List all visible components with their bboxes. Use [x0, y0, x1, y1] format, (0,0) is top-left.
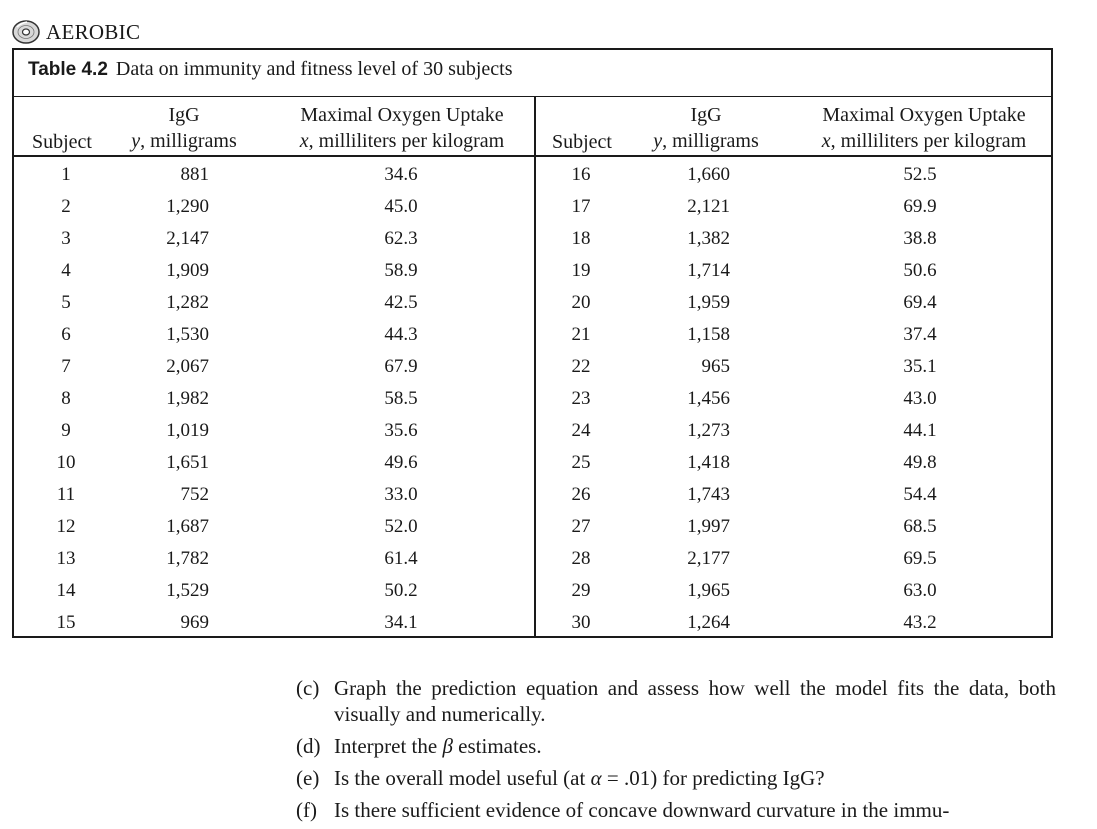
table-caption [28, 58, 513, 81]
vo2-cell: 69.5 [903, 548, 937, 569]
question-e: (e) Is the overall model useful (at α = .01) for predicting IgG? [296, 766, 825, 790]
data-table [12, 48, 1053, 638]
header-subject-right: Subject [552, 131, 612, 153]
vo2-cell: 43.0 [903, 388, 937, 409]
igg-cell: 2,177 [687, 548, 730, 569]
subject-cell: 14 [56, 580, 76, 601]
vo2-cell: 37.4 [903, 324, 937, 345]
vo2-cell: 34.1 [384, 612, 418, 633]
subject-cell: 1 [61, 164, 71, 185]
igg-cell: 1,273 [687, 420, 730, 441]
vo2-cell: 42.5 [384, 292, 418, 313]
exercise-questions [296, 675, 1056, 829]
subject-cell: 7 [61, 356, 71, 377]
subject-cell: 18 [571, 228, 591, 249]
igg-cell: 1,982 [166, 388, 209, 409]
table-row [14, 224, 1051, 256]
subject-cell: 15 [56, 612, 76, 633]
subject-cell: 30 [571, 612, 591, 633]
igg-cell: 1,530 [166, 324, 209, 345]
igg-cell: 1,529 [166, 580, 209, 601]
igg-cell: 1,418 [687, 452, 730, 473]
igg-cell: 1,997 [687, 516, 730, 537]
subject-cell: 25 [571, 452, 591, 473]
header-vo2-right: Maximal Oxygen Uptake x, milliliters per kilogram [821, 104, 1027, 152]
igg-cell: 881 [180, 164, 209, 185]
subject-cell: 21 [571, 324, 591, 345]
subject-cell: 4 [61, 260, 71, 281]
vo2-cell: 54.4 [903, 484, 937, 505]
table-row [14, 256, 1051, 288]
igg-cell: 1,965 [687, 580, 730, 601]
dataset-name: AEROBIC [46, 19, 141, 44]
igg-cell: 1,782 [166, 548, 209, 569]
table-row [14, 352, 1051, 384]
vo2-cell: 63.0 [903, 580, 937, 601]
subject-cell: 24 [571, 420, 591, 441]
igg-cell: 1,909 [166, 260, 209, 281]
question-d: (d) Interpret the β estimates. [296, 734, 542, 758]
subject-cell: 6 [61, 324, 71, 345]
header-subject-left: Subject [32, 131, 92, 153]
table-row [14, 384, 1051, 416]
table-caption-text: Data on immunity and fitness level of 30 subjects [115, 58, 513, 80]
table-row [14, 160, 1051, 192]
vo2-cell: 45.0 [384, 196, 418, 217]
cd-disc-icon [12, 20, 40, 44]
subject-cell: 5 [61, 292, 71, 313]
subject-cell: 11 [56, 484, 76, 505]
vo2-cell: 33.0 [384, 484, 418, 505]
subject-cell: 27 [571, 516, 591, 537]
table-row [14, 416, 1051, 448]
vo2-cell: 58.5 [384, 388, 418, 409]
table-row [14, 192, 1051, 224]
vo2-cell: 52.0 [384, 516, 418, 537]
header-igg-left: IgG y, milligrams [131, 104, 237, 152]
igg-cell: 1,714 [687, 260, 730, 281]
igg-cell: 1,456 [687, 388, 730, 409]
vo2-cell: 69.4 [903, 292, 937, 313]
vo2-cell: 49.8 [903, 452, 937, 473]
header-igg-right: IgG y, milligrams [653, 104, 759, 152]
subject-cell: 29 [571, 580, 591, 601]
dataset-header [12, 18, 140, 46]
subject-cell: 9 [61, 420, 71, 441]
subject-cell: 19 [571, 260, 591, 281]
subject-cell: 28 [571, 548, 591, 569]
subject-cell: 22 [571, 356, 591, 377]
vo2-cell: 44.1 [903, 420, 937, 441]
question-c: (c) Graph the prediction equation and assess how well the model fits the data, both visually and numerically. [296, 676, 1056, 726]
igg-cell: 1,651 [166, 452, 209, 473]
subject-cell: 17 [571, 196, 591, 217]
table-row [14, 480, 1051, 512]
igg-cell: 1,959 [687, 292, 730, 313]
table-label: Table 4.2 [28, 59, 108, 80]
table-row [14, 576, 1051, 608]
vo2-cell: 38.8 [903, 228, 937, 249]
subject-cell: 13 [56, 548, 76, 569]
subject-cell: 12 [56, 516, 76, 537]
vo2-cell: 67.9 [384, 356, 418, 377]
igg-cell: 1,264 [687, 612, 730, 633]
igg-cell: 969 [180, 612, 209, 633]
subject-cell: 8 [61, 388, 71, 409]
vo2-cell: 35.1 [903, 356, 937, 377]
subject-cell: 3 [61, 228, 71, 249]
vo2-cell: 44.3 [384, 324, 418, 345]
vo2-cell: 43.2 [903, 612, 937, 633]
igg-cell: 1,743 [687, 484, 730, 505]
vo2-cell: 50.2 [384, 580, 418, 601]
question-f: (f) Is there sufficient evidence of concave downward curvature in the immu- [296, 798, 950, 822]
vo2-cell: 62.3 [384, 228, 418, 249]
igg-cell: 1,687 [166, 516, 209, 537]
vo2-cell: 68.5 [903, 516, 937, 537]
table-row [14, 544, 1051, 576]
vo2-cell: 61.4 [384, 548, 418, 569]
subject-cell: 23 [571, 388, 591, 409]
igg-cell: 2,067 [166, 356, 209, 377]
header-divider [14, 155, 1051, 157]
subject-cell: 16 [571, 164, 591, 185]
vo2-cell: 69.9 [903, 196, 937, 217]
subject-cell: 10 [56, 452, 76, 473]
table-row [14, 288, 1051, 320]
vo2-cell: 35.6 [384, 420, 418, 441]
igg-cell: 965 [701, 356, 730, 377]
subject-cell: 26 [571, 484, 591, 505]
igg-cell: 752 [180, 484, 209, 505]
table-row [14, 512, 1051, 544]
igg-cell: 1,660 [687, 164, 730, 185]
igg-cell: 2,121 [687, 196, 730, 217]
table-row [14, 608, 1051, 640]
caption-divider [14, 96, 1051, 97]
subject-cell: 20 [571, 292, 591, 313]
igg-cell: 1,158 [687, 324, 730, 345]
table-row [14, 320, 1051, 352]
vo2-cell: 52.5 [903, 164, 937, 185]
vo2-cell: 50.6 [903, 260, 937, 281]
igg-cell: 1,282 [166, 292, 209, 313]
header-vo2-left: Maximal Oxygen Uptake x, milliliters per kilogram [299, 104, 505, 152]
vo2-cell: 34.6 [384, 164, 418, 185]
table-row [14, 448, 1051, 480]
vo2-cell: 58.9 [384, 260, 418, 281]
igg-cell: 1,290 [166, 196, 209, 217]
igg-cell: 2,147 [166, 228, 209, 249]
subject-cell: 2 [61, 196, 71, 217]
igg-cell: 1,382 [687, 228, 730, 249]
igg-cell: 1,019 [166, 420, 209, 441]
vo2-cell: 49.6 [384, 452, 418, 473]
